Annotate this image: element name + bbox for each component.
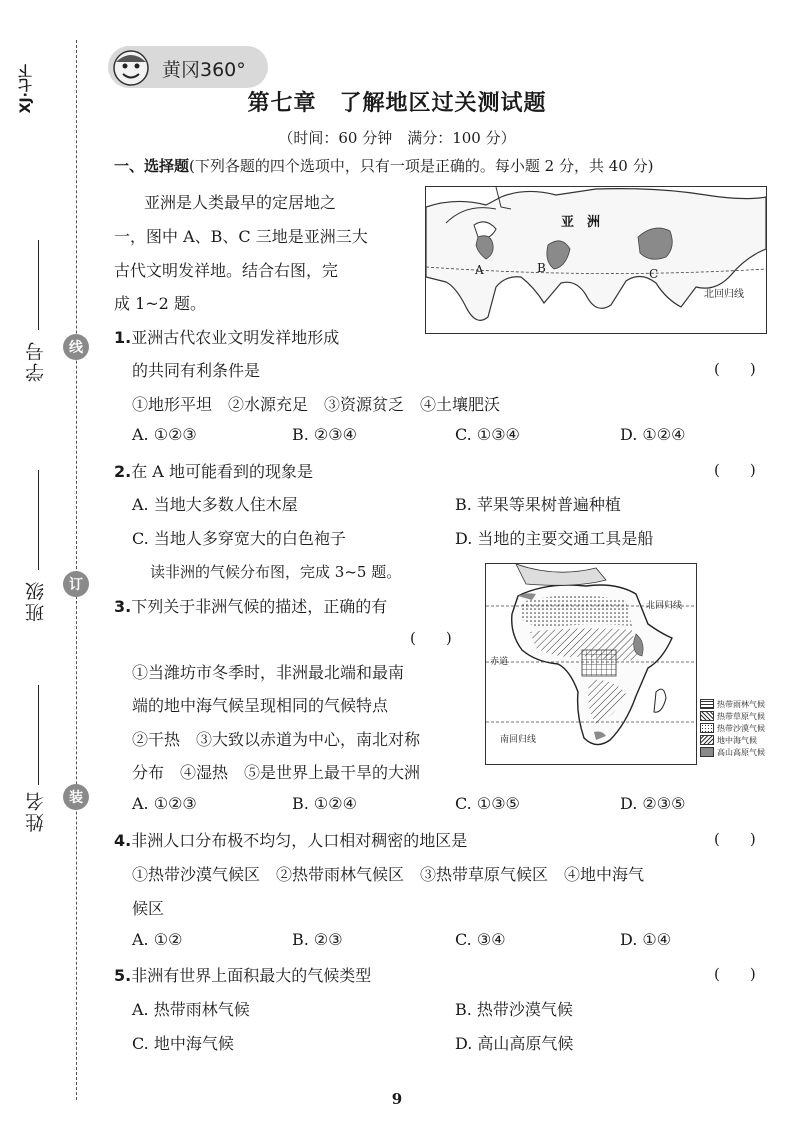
q3-answer-blank[interactable]: ( ) bbox=[410, 629, 452, 647]
seal-bind: 订 bbox=[63, 571, 89, 597]
binding-dashed-line bbox=[76, 40, 77, 1100]
logo-text: 黄冈360° bbox=[162, 59, 246, 81]
q4-option-d[interactable]: D. ①④ bbox=[620, 930, 672, 949]
q1-stem bbox=[114, 325, 339, 348]
africa-tropic-s-label: 南回归线 bbox=[500, 735, 537, 745]
section-header bbox=[114, 155, 653, 176]
q2-stem-text: 在 A 地可能看到的现象是 bbox=[131, 462, 313, 481]
region-c-label: C bbox=[649, 267, 659, 281]
q5-answer-blank[interactable]: ( ) bbox=[714, 965, 756, 983]
q2-option-a[interactable]: A. 当地大多数人住木屋 bbox=[132, 495, 298, 514]
q2-option-d[interactable]: D. 当地的主要交通工具是船 bbox=[455, 529, 654, 548]
q4-stem-text: 非洲人口分布极不均匀，人口相对稠密的地区是 bbox=[131, 831, 468, 850]
q3-line: 分布 ④湿热 ⑤是世界上最干旱的大洲 bbox=[132, 763, 421, 782]
legend-item: 地中海气候 bbox=[700, 734, 770, 746]
q4-items-line1: ①热带沙漠气候区 ②热带雨林气候区 ③热带草原气候区 ④地中海气 bbox=[132, 865, 645, 884]
intro1-line: 亚洲是人类最早的定居地之 bbox=[144, 193, 337, 212]
q1-stem-line1: 亚洲古代农业文明发祥地形成 bbox=[131, 328, 340, 347]
q1-option-a[interactable]: A. ①②③ bbox=[132, 425, 197, 444]
q4-option-a[interactable]: A. ①② bbox=[132, 930, 183, 949]
africa-equator-label: 赤道 bbox=[490, 657, 509, 667]
q1-option-c[interactable]: C. ①③④ bbox=[455, 425, 520, 444]
page-number: 9 bbox=[391, 1090, 403, 1108]
intro1-line: 成 1~2 题。 bbox=[114, 294, 206, 313]
page-title: 第七章 了解地区过关测试题 bbox=[247, 91, 547, 116]
q4-option-c[interactable]: C. ③④ bbox=[455, 930, 506, 949]
page-subtitle: （时间：60 分钟 满分：100 分） bbox=[278, 129, 516, 147]
q5-number: 5. bbox=[114, 966, 132, 985]
q5-stem-text: 非洲有世界上面积最大的气候类型 bbox=[131, 966, 372, 985]
q4-number: 4. bbox=[114, 831, 132, 850]
q5-stem bbox=[114, 963, 371, 986]
legend-item: 高山高原气候 bbox=[700, 746, 770, 758]
q2-number: 2. bbox=[114, 462, 132, 481]
q2-option-c[interactable]: C. 当地人多穿宽大的白色袍子 bbox=[132, 529, 346, 548]
section-label: 一、选择题 bbox=[114, 157, 190, 175]
asia-map-drawing bbox=[426, 187, 766, 333]
q3-stem-text: 下列关于非洲气候的描述，正确的有 bbox=[131, 597, 388, 616]
legend-item: 热带沙漠气候 bbox=[700, 722, 770, 734]
q3-line: ①当潍坊市冬季时，非洲最北端和最南 bbox=[132, 663, 405, 682]
intro1-line: 一，图中 A、B、C 三地是亚洲三大 bbox=[114, 227, 368, 246]
q3-option-b[interactable]: B. ①②④ bbox=[292, 794, 357, 813]
q4-items-line2: 候区 bbox=[132, 899, 165, 918]
class-line[interactable] bbox=[38, 470, 39, 570]
q3-option-d[interactable]: D. ②③⑤ bbox=[620, 794, 686, 813]
q4-option-b[interactable]: B. ②③ bbox=[292, 930, 343, 949]
q3-line: 端的地中海气候呈现相同的气候特点 bbox=[132, 696, 389, 715]
region-b-label: B bbox=[537, 261, 546, 275]
q5-option-c[interactable]: C. 地中海气候 bbox=[132, 1034, 234, 1053]
student-id-label: 学号 bbox=[25, 340, 47, 382]
q1-items: ①地形平坦 ②水源充足 ③资源贫乏 ④土壤肥沃 bbox=[132, 395, 501, 414]
q3-option-a[interactable]: A. ①②③ bbox=[132, 794, 197, 813]
intro2-text: 读非洲的气候分布图，完成 3~5 题。 bbox=[150, 563, 402, 581]
q3-number: 3. bbox=[114, 597, 132, 616]
name-line[interactable] bbox=[38, 685, 39, 785]
legend-item: 热带雨林气候 bbox=[700, 698, 770, 710]
asia-map bbox=[425, 186, 767, 334]
name-label: 姓名 bbox=[25, 790, 47, 832]
africa-legend bbox=[700, 698, 770, 758]
class-label: 班级 bbox=[25, 580, 47, 622]
q2-stem bbox=[114, 459, 313, 482]
asia-label: 亚 洲 bbox=[561, 215, 601, 230]
seal-pack: 装 bbox=[63, 784, 89, 810]
q1-answer-blank[interactable]: ( ) bbox=[714, 360, 756, 378]
q4-answer-blank[interactable]: ( ) bbox=[714, 830, 756, 848]
version-label: XJ·七下 bbox=[18, 64, 34, 114]
tropic-label: 北回归线 bbox=[704, 289, 744, 300]
region-a-label: A bbox=[475, 263, 484, 277]
q1-option-d[interactable]: D. ①②④ bbox=[620, 425, 686, 444]
seal-line: 线 bbox=[63, 334, 89, 360]
intro1-line: 古代文明发祥地。结合右图，完 bbox=[114, 261, 339, 280]
section-note: (下列各题的四个选项中，只有一项是正确的。每小题 2 分，共 40 分) bbox=[189, 157, 654, 175]
legend-item: 热带草原气候 bbox=[700, 710, 770, 722]
africa-tropic-n-label: 北回归线 bbox=[646, 601, 683, 611]
q1-option-b[interactable]: B. ②③④ bbox=[292, 425, 357, 444]
q3-stem bbox=[114, 594, 387, 617]
africa-map bbox=[485, 563, 697, 765]
q1-stem-line2: 的共同有利条件是 bbox=[132, 361, 261, 380]
q3-line: ②干热 ③大致以赤道为中心，南北对称 bbox=[132, 730, 421, 749]
q2-answer-blank[interactable]: ( ) bbox=[714, 461, 756, 479]
q5-option-d[interactable]: D. 高山高原气候 bbox=[455, 1034, 574, 1053]
q2-option-b[interactable]: B. 苹果等果树普遍种植 bbox=[455, 495, 621, 514]
q4-stem bbox=[114, 828, 467, 851]
q3-option-c[interactable]: C. ①③⑤ bbox=[455, 794, 520, 813]
q5-option-b[interactable]: B. 热带沙漠气候 bbox=[455, 1000, 573, 1019]
student-id-line[interactable] bbox=[38, 240, 39, 330]
mascot-icon bbox=[110, 46, 152, 88]
q1-number: 1. bbox=[114, 328, 132, 347]
q5-option-a[interactable]: A. 热带雨林气候 bbox=[132, 1000, 250, 1019]
